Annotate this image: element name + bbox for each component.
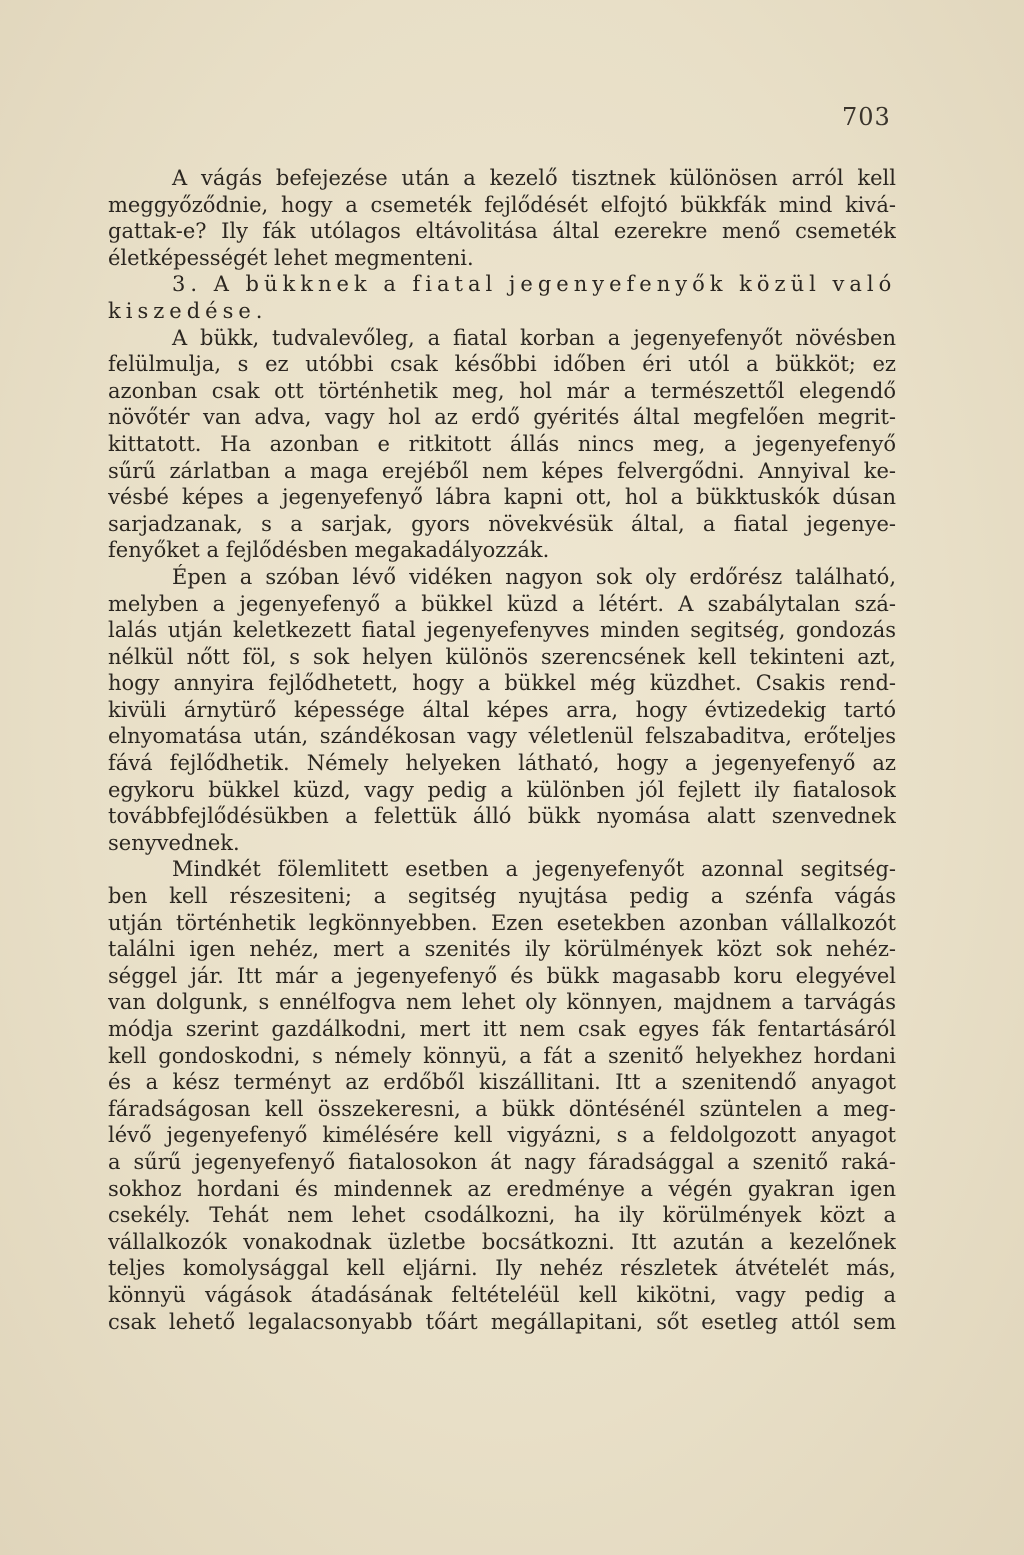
text-line: azonban csak ott történhetik meg, hol már a természettől elegendő <box>108 378 896 403</box>
text-line: módja szerint gazdálkodni, mert itt nem csak egyes fák fentartásáról <box>108 1017 896 1041</box>
text-line: életképességét lehet megmenteni. <box>108 245 474 270</box>
text-line: Épen a szóban lévő vidéken nagyon sok oly erdőrész található, <box>172 564 896 589</box>
text-line: séggel jár. Itt már a jegenyefenyő és bükk magasabb koru elegyével <box>108 963 896 988</box>
text-line: sokhoz hordani és mindennek az eredménye a végén gyakran igen <box>108 1176 896 1201</box>
text-line: csak lehető legalacsonyabb tőárt megállapitani, sőt esetleg attól sem <box>108 1309 896 1334</box>
text-line: fáradságosan kell összekeresni, a bükk döntésénél szüntelen a meg- <box>108 1096 896 1121</box>
text-line: egykoru bükkel küzd, vagy pedig a különben jól fejlett ily fiatalosok <box>108 777 896 802</box>
text-line: találni igen nehéz, mert a szenités ily körülmények közt sok nehéz- <box>108 937 896 962</box>
text-line: lévő jegenyefenyő kimélésére kell vigyázni, s a feldolgozott anyagot <box>108 1123 896 1148</box>
text-line: sűrű zárlatban a maga erejéből nem képes felvergődni. Annyival ke- <box>108 458 896 483</box>
text-line: és a kész terményt az erdőből kiszállitani. Itt a szenitendő anyagot <box>108 1070 896 1095</box>
text-line: fává fejlődhetik. Némely helyeken látható, hogy a jegenyefenyő az <box>108 751 896 776</box>
text-line: fenyőket a fejlődésben megakadályozzák. <box>108 538 550 563</box>
text-line: A bükk, tudvalevőleg, a fiatal korban a jegenyefenyőt növésben <box>172 325 896 350</box>
body-text <box>108 165 896 1335</box>
text-line: elnyomatása után, szándékosan vagy véletlenül felszabaditva, erőteljes <box>108 724 896 749</box>
text-line: a sűrű jegenyefenyő fiatalosokon át nagy fáradsággal a szenitő raká- <box>108 1149 896 1174</box>
text-line: kiszedése. <box>108 298 268 323</box>
text-line: utján történhetik legkönnyebben. Ezen esetekben azonban vállalkozót <box>108 910 896 935</box>
text-line: felülmulja, s ez utóbbi csak későbbi időben éri utól a bükköt; ez <box>108 352 896 377</box>
text-line: vésbé képes a jegenyefenyő lábra kapni ott, hol a bükktuskók dúsan <box>108 485 896 510</box>
text-line: kivüli árnytürő képessége által képes arra, hogy évtizedekig tartó <box>108 697 896 722</box>
text-line: nélkül nőtt föl, s sok helyen különös szerencsének kell tekinteni azt, <box>108 644 896 669</box>
text-line: növőtér van adva, vagy hol az erdő gyérités által megfelően megrit- <box>108 405 896 430</box>
text-line: gattak-e? Ily fák utólagos eltávolitása által ezerekre menő csemeték <box>108 219 896 244</box>
text-line: továbbfejlődésükben a felettük álló bükk nyomása alatt szenvednek <box>108 804 896 829</box>
text-line: 3. A bükknek a fiatal jegenyefenyők közül való <box>172 272 896 297</box>
text-line: lalás utján keletkezett fiatal jegenyefenyves minden segitség, gondozás <box>108 618 896 643</box>
text-line: vállalkozók vonakodnak üzletbe bocsátkozni. Itt azután a kezelőnek <box>108 1229 896 1254</box>
text-line: kittatott. Ha azonban e ritkitott állás nincs meg, a jegenyefenyő <box>108 431 896 456</box>
text-line: A vágás befejezése után a kezelő tisztnek különösen arról kell <box>172 166 896 190</box>
page-number: 703 <box>842 103 891 131</box>
text-line: hogy annyira fejlődhetett, hogy a bükkel még küzdhet. Csakis rend- <box>108 671 896 696</box>
text-line: melyben a jegenyefenyő a bükkel küzd a létért. A szabálytalan szá- <box>108 591 896 616</box>
text-line: teljes komolysággal kell eljárni. Ily nehéz részletek átvételét más, <box>108 1256 896 1281</box>
text-line: sarjadzanak, s a sarjak, gyors növekvésük által, a fiatal jegenye- <box>108 511 896 536</box>
text-line: könnyü vágások átadásának feltételéül kell kikötni, vagy pedig a <box>108 1282 896 1307</box>
text-line: Mindkét fölemlitett esetben a jegenyefenyőt azonnal segitség- <box>172 857 896 882</box>
text-line: senyvednek. <box>108 830 240 855</box>
text-line: meggyőződnie, hogy a csemeték fejlődését elfojtó bükkfák mind kivá- <box>108 192 896 217</box>
text-line: ben kell részesiteni; a segitség nyujtása pedig a szénfa vágás <box>108 884 896 909</box>
text-line: van dolgunk, s ennélfogva nem lehet oly könnyen, majdnem a tarvágás <box>108 990 896 1015</box>
text-line: csekély. Tehát nem lehet csodálkozni, ha ily körülmények közt a <box>108 1203 896 1228</box>
text-line: kell gondoskodni, s némely könnyü, a fát a szenitő helyekhez hordani <box>108 1043 896 1068</box>
